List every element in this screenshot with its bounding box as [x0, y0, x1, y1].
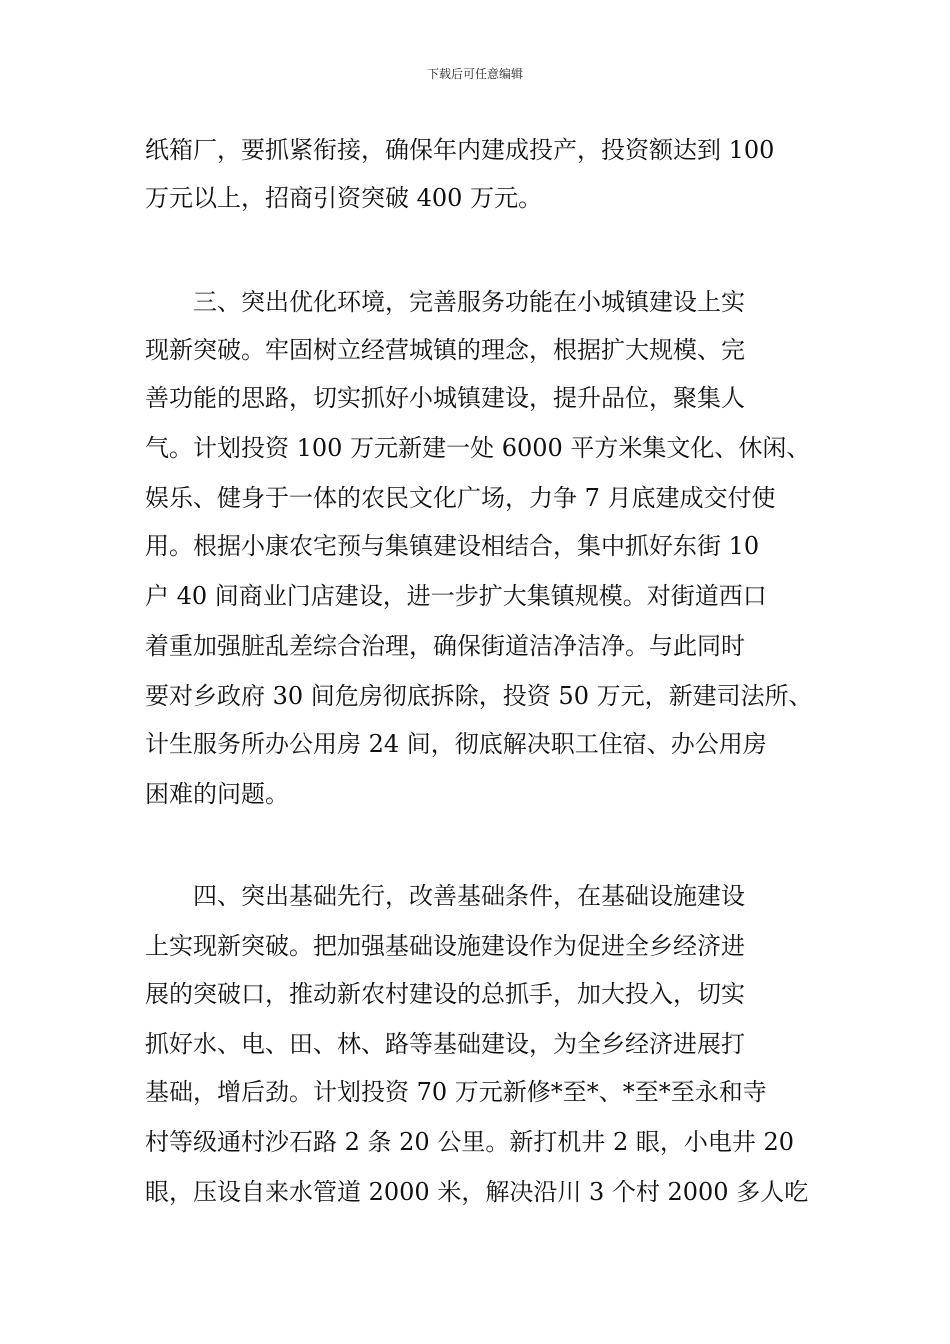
- paragraph-2-line-8: 着重加强脏乱差综合治理，确保街道洁净洁净。与此同时: [145, 632, 745, 660]
- paragraph-3-line-5: 基础，增后劲。计划投资 70 万元新修*至*、*至*至永和寺: [145, 1078, 767, 1106]
- paragraph-2-line-11: 困难的问题。: [145, 780, 289, 808]
- paragraph-3-line-7: 眼，压设自来水管道 2000 米，解决沿川 3 个村 2000 多人吃: [145, 1178, 809, 1206]
- paragraph-1-line-1: 纸箱厂，要抓紧衔接，确保年内建成投产，投资额达到 100: [145, 136, 775, 164]
- paragraph-2-line-1: 三、突出优化环境，完善服务功能在小城镇建设上实: [145, 288, 745, 316]
- paragraph-3-line-1: 四、突出基础先行，改善基础条件，在基础设施建设: [145, 882, 745, 910]
- paragraph-2-line-3: 善功能的思路，切实抓好小城镇建设，提升品位，聚集人: [145, 384, 745, 412]
- paragraph-2-line-6: 用。根据小康农宅预与集镇建设相结合，集中抓好东街 10: [145, 532, 760, 560]
- paragraph-2-line-4: 气。计划投资 100 万元新建一处 6000 平方米集文化、休闲、: [145, 434, 811, 462]
- paragraph-3-line-4: 抓好水、电、田、林、路等基础建设，为全乡经济进展打: [145, 1030, 745, 1058]
- header-note: 下载后可任意编辑: [426, 67, 523, 81]
- paragraph-2-line-5: 娱乐、健身于一体的农民文化广场，力争 7 月底建成交付使: [145, 484, 776, 512]
- paragraph-3-line-2: 上实现新突破。把加强基础设施建设作为促进全乡经济进: [145, 932, 745, 960]
- paragraph-2-line-10: 计生服务所办公用房 24 间，彻底解决职工住宿、办公用房: [145, 730, 767, 758]
- paragraph-3-line-6: 村等级通村沙石路 2 条 20 公里。新打机井 2 眼，小电井 20: [145, 1128, 795, 1156]
- paragraph-2-line-7: 户 40 间商业门店建设，进一步扩大集镇规模。对街道西口: [145, 582, 767, 610]
- paragraph-3-line-3: 展的突破口，推动新农村建设的总抓手，加大投入，切实: [145, 980, 745, 1008]
- paragraph-2-line-9: 要对乡政府 30 间危房彻底拆除，投资 50 万元，新建司法所、: [145, 682, 813, 710]
- paragraph-2-line-2: 现新突破。牢固树立经营城镇的理念，根据扩大规模、完: [145, 336, 745, 364]
- paragraph-1-line-2: 万元以上，招商引资突破 400 万元。: [145, 184, 543, 212]
